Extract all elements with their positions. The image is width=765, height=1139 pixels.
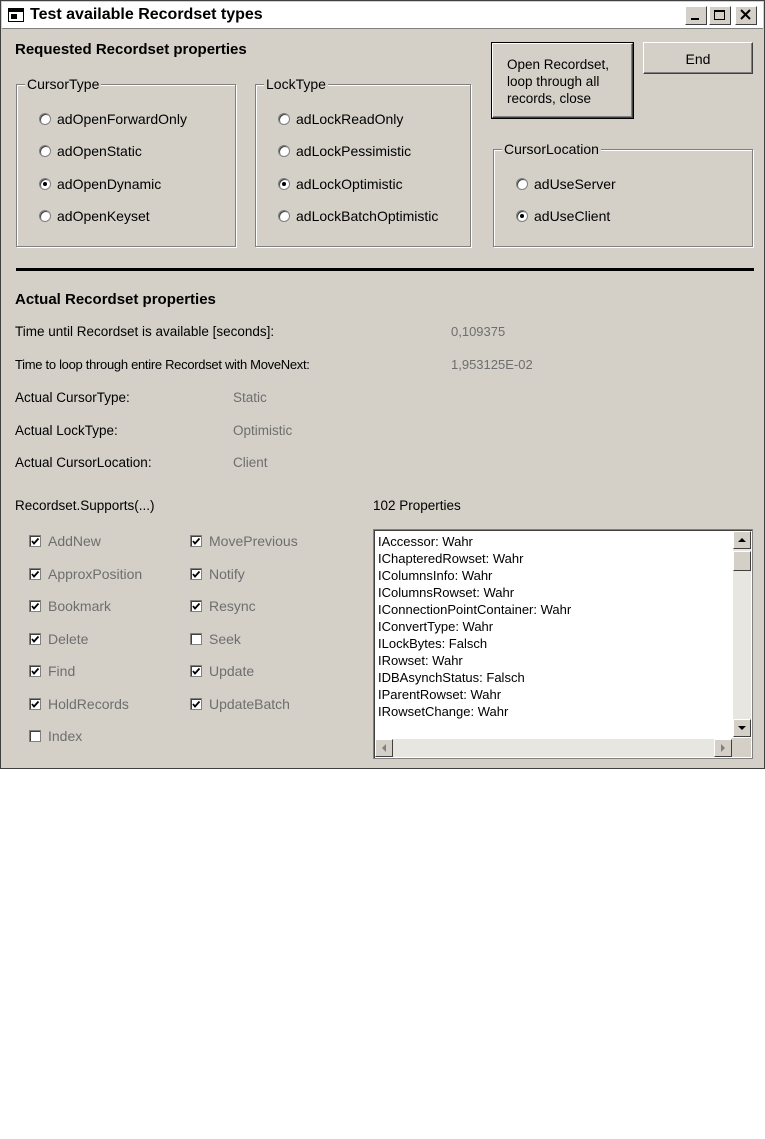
supports-checkbox-delete[interactable]: Delete (29, 631, 88, 647)
cursortype-label: CursorType (27, 76, 100, 92)
checkbox-checked-icon (29, 665, 41, 677)
actual-cursortype-value: Static (233, 390, 267, 405)
actual-cursorlocation-value: Client (233, 455, 268, 470)
actual-cursortype-label: Actual CursorType: (15, 390, 130, 405)
time-loop-value: 1,953125E-02 (451, 357, 533, 372)
checkbox-checked-icon (190, 568, 202, 580)
cursorlocation-label: CursorLocation (504, 141, 599, 157)
arrow-up-icon (734, 532, 750, 548)
end-button[interactable] (643, 42, 753, 74)
supports-checkbox-resync[interactable]: Resync (190, 598, 256, 614)
radio-icon (278, 145, 290, 157)
radio-aduseclient[interactable]: adUseClient (516, 208, 610, 224)
supports-checkbox-seek[interactable]: Seek (190, 631, 241, 647)
maximize-button[interactable] (709, 6, 731, 25)
supports-checkbox-addnew[interactable]: AddNew (29, 533, 101, 549)
close-button[interactable] (735, 6, 757, 25)
supports-checkbox-updatebatch[interactable]: UpdateBatch (190, 696, 290, 712)
checkbox-checked-icon (29, 698, 41, 710)
checkbox-checked-icon (190, 535, 202, 547)
actual-locktype-label: Actual LockType: (15, 423, 118, 438)
actual-locktype-value: Optimistic (233, 423, 293, 438)
end-label: End (685, 51, 711, 67)
supports-checkbox-update[interactable]: Update (190, 663, 254, 679)
scroll-up-button[interactable] (733, 531, 751, 549)
locktype-label: LockType (266, 76, 326, 92)
radio-icon (39, 145, 51, 157)
time-available-value: 0,109375 (451, 324, 506, 339)
radio-adlockbatchoptimistic[interactable]: adLockBatchOptimistic (278, 208, 438, 224)
properties-count: 102 Properties (373, 498, 461, 513)
radio-adopenstatic[interactable]: adOpenStatic (39, 143, 142, 159)
checkbox-checked-icon (29, 535, 41, 547)
radio-icon (516, 178, 528, 190)
title-bar[interactable] (2, 2, 763, 29)
supports-checkbox-moveprevious[interactable]: MovePrevious (190, 533, 298, 549)
scrollbar-corner (732, 738, 751, 757)
list-item[interactable]: IRowsetChange: Wahr (378, 704, 509, 719)
properties-listbox[interactable] (373, 529, 753, 759)
radio-icon (278, 210, 290, 222)
radio-adopendynamic[interactable]: adOpenDynamic (39, 176, 161, 192)
minimize-button[interactable] (685, 6, 707, 25)
supports-label: Recordset.Supports(...) (15, 498, 155, 513)
locktype-group (255, 76, 471, 247)
actual-cursorlocation-label: Actual CursorLocation: (15, 455, 152, 470)
supports-checkbox-holdrecords[interactable]: HoldRecords (29, 696, 129, 712)
app-icon (8, 8, 24, 22)
open-recordset-button[interactable] (492, 43, 633, 118)
checkbox-unchecked-icon (29, 730, 41, 742)
list-item[interactable]: IConvertType: Wahr (378, 619, 494, 634)
supports-checkbox-notify[interactable]: Notify (190, 566, 245, 582)
radio-icon (39, 210, 51, 222)
radio-selected-icon (39, 178, 51, 190)
arrow-down-icon (734, 720, 750, 736)
list-item[interactable]: IParentRowset: Wahr (378, 687, 502, 702)
supports-checkbox-bookmark[interactable]: Bookmark (29, 598, 111, 614)
arrow-left-icon (376, 740, 392, 756)
checkbox-checked-icon (190, 600, 202, 612)
list-item[interactable]: IDBAsynchStatus: Falsch (378, 670, 525, 685)
checkbox-checked-icon (29, 633, 41, 645)
radio-adlockreadonly[interactable]: adLockReadOnly (278, 111, 403, 127)
list-item[interactable]: IChapteredRowset: Wahr (378, 551, 524, 566)
scroll-right-button[interactable] (714, 739, 732, 757)
window-title: Test available Recordset types (30, 6, 263, 23)
arrow-right-icon (715, 740, 731, 756)
supports-checkbox-approxposition[interactable]: ApproxPosition (29, 566, 142, 582)
supports-checkbox-index[interactable]: Index (29, 728, 82, 744)
supports-checkbox-find[interactable]: Find (29, 663, 75, 679)
maximize-icon (710, 7, 730, 24)
radio-selected-icon (278, 178, 290, 190)
list-item[interactable]: IColumnsInfo: Wahr (378, 568, 493, 583)
list-item[interactable]: IColumnsRowset: Wahr (378, 585, 515, 600)
checkbox-checked-icon (29, 600, 41, 612)
radio-selected-icon (516, 210, 528, 222)
list-item[interactable]: ILockBytes: Falsch (378, 636, 488, 651)
checkbox-checked-icon (190, 698, 202, 710)
list-item[interactable]: IAccessor: Wahr (378, 534, 473, 549)
close-icon (736, 7, 756, 24)
radio-adopenkeyset[interactable]: adOpenKeyset (39, 208, 150, 224)
checkbox-unchecked-icon (190, 633, 202, 645)
vertical-scrollbar[interactable] (733, 531, 751, 737)
list-item[interactable]: IConnectionPointContainer: Wahr (378, 602, 572, 617)
minimize-icon (686, 7, 706, 24)
radio-icon (39, 113, 51, 125)
list-item[interactable]: IRowset: Wahr (378, 653, 463, 668)
radio-aduseserver[interactable]: adUseServer (516, 176, 616, 192)
checkbox-checked-icon (29, 568, 41, 580)
scroll-left-button[interactable] (375, 739, 393, 757)
scroll-thumb[interactable] (733, 551, 751, 571)
cursorlocation-group (493, 141, 753, 247)
requested-heading: Requested Recordset properties (15, 41, 247, 58)
section-divider (16, 268, 754, 271)
radio-adopenforwardonly[interactable]: adOpenForwardOnly (39, 111, 187, 127)
open-recordset-label: Open Recordset, loop through all records, close (507, 57, 610, 106)
checkbox-checked-icon (190, 665, 202, 677)
radio-icon (278, 113, 290, 125)
radio-adlockoptimistic[interactable]: adLockOptimistic (278, 176, 403, 192)
time-loop-label: Time to loop through entire Recordset with MoveNext: (15, 357, 310, 372)
radio-adlockpessimistic[interactable]: adLockPessimistic (278, 143, 411, 159)
actual-heading: Actual Recordset properties (15, 291, 216, 308)
horizontal-scrollbar[interactable] (375, 739, 732, 757)
cursortype-group (16, 76, 236, 247)
scroll-down-button[interactable] (733, 719, 751, 737)
time-available-label: Time until Recordset is available [seconds]: (15, 324, 275, 339)
